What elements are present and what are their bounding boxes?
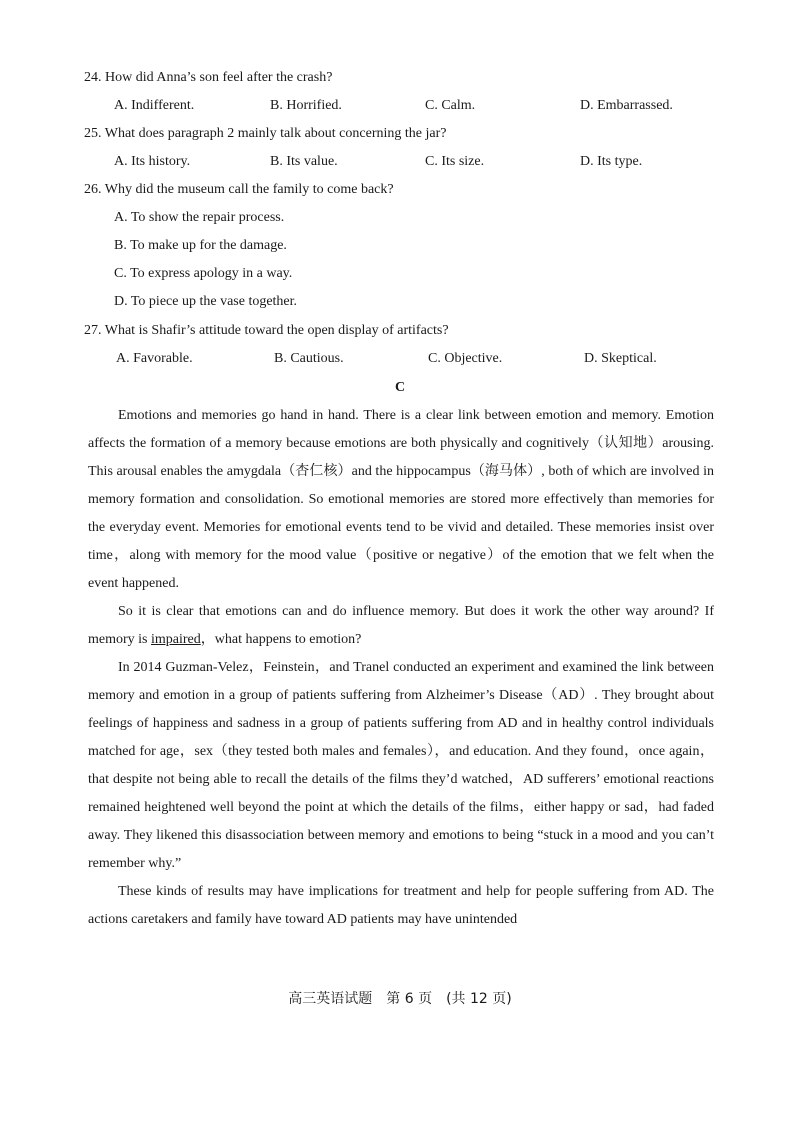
question-26-option-c: C. To express apology in a way. xyxy=(114,266,293,281)
question-27-option-c: C. Objective. xyxy=(428,351,503,366)
question-24-option-a: A. Indifferent. xyxy=(114,98,195,113)
passage-paragraph-1: Emotions and memories go hand in hand. There is a clear link between emotion and memory. Emotion affects the formation of a memory because emotions are both physically and cognitively（认知地）arousing. This arousal enables the amygdala（杏仁核）and the hippocampus（海马体）, both of which are involved in memory formation and consolidation. So emotional memories are stored more effectively than memories for the everyday event. Memories for emotional events tend to be vivid and detailed. These memories insist over time，along with memory for the mood value（positive or negative）of the emotion that we felt when the event happened. xyxy=(88,408,714,591)
question-27-option-b: B. Cautious. xyxy=(274,351,344,366)
question-26-stem: 26. Why did the museum call the family to come back? xyxy=(84,182,394,197)
passage-paragraph-2 xyxy=(88,598,714,654)
question-26-option-d: D. To piece up the vase together. xyxy=(114,294,298,309)
question-25-option-a: A. Its history. xyxy=(114,154,191,169)
passage-paragraph-4: These kinds of results may have implications for treatment and help for people suffering from AD. The actions caretakers and family have toward AD patients may have unintended xyxy=(88,884,714,927)
page-footer: 高三英语试题 第 6 页 (共 12 页) xyxy=(288,991,512,1007)
question-26-option-b: B. To make up for the damage. xyxy=(114,238,287,253)
passage-paragraph-2-end: ，what happens to emotion? xyxy=(200,632,362,647)
question-27-option-a: A. Favorable. xyxy=(116,351,193,366)
question-25-option-b: B. Its value. xyxy=(270,154,338,169)
question-27-option-d: D. Skeptical. xyxy=(584,351,657,366)
question-25-stem: 25. What does paragraph 2 mainly talk about concerning the jar? xyxy=(84,126,447,141)
passage-paragraph-2-start: So it is clear that emotions can and do influence memory. But does it work the other way around? If memory is xyxy=(88,604,714,647)
question-26-option-a: A. To show the repair process. xyxy=(114,210,285,225)
question-25-option-c: C. Its size. xyxy=(425,154,485,169)
underlined-word: impaired xyxy=(151,632,201,647)
question-24-option-c: C. Calm. xyxy=(425,98,476,113)
section-heading: C xyxy=(394,380,406,395)
reading-passage xyxy=(88,402,714,934)
question-24-stem: 24. How did Anna’s son feel after the crash? xyxy=(84,70,333,85)
question-25-option-d: D. Its type. xyxy=(580,154,643,169)
question-27-stem: 27. What is Shafir’s attitude toward the open display of artifacts? xyxy=(84,323,449,338)
question-24-option-b: B. Horrified. xyxy=(270,98,342,113)
question-24-option-d: D. Embarrassed. xyxy=(580,98,673,113)
passage-paragraph-3: In 2014 Guzman-Velez，Feinstein，and Tranel conducted an experiment and examined the link between memory and emotion in a group of patients suffering from Alzheimer’s Disease（AD）. They brought about feelings of happiness and sadness in a group of patients suffering from AD and in healthy control individuals matched for age，sex（they tested both males and females），and education. And they found，once again，that despite not being able to recall the details of the films they’d watched，AD sufferers’ emotional reactions remained heightened well beyond the point at which the details of the films，either happy or sad，had faded away. They likened this disassociation between memory and emotions to being “stuck in a mood and you can’t remember why.” xyxy=(88,660,714,871)
